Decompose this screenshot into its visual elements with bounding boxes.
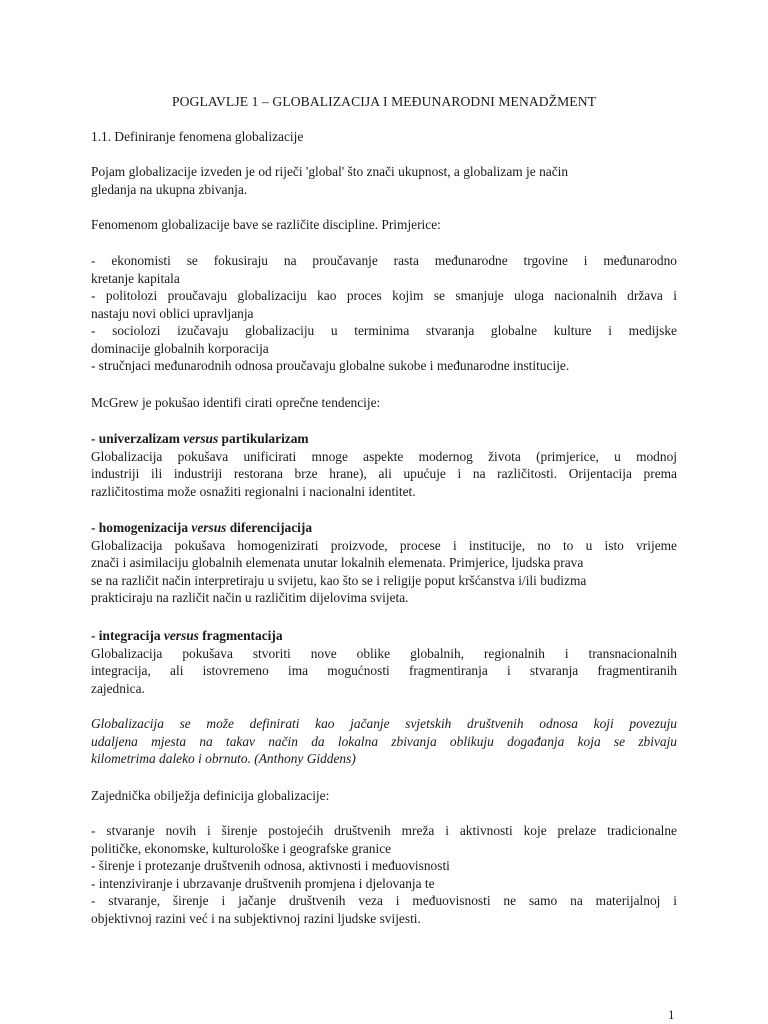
quote-line-1: Globalizacija se može definirati kao jačanje svjetskih društvenih odnosa koji povezuju [91,716,677,731]
tendency-3-heading-suffix: fragmentacija [198,628,283,643]
tendency-1-heading [91,430,677,448]
page-number: 1 [668,1007,675,1022]
tendency-1-line-2: industriji ili industriji restorana brze hrane), ali upućuje i na različitosti. Orijentacija prema [91,466,677,481]
discipline-3-line-1: - sociolozi izučavaju globalizaciju u terminima stvaranja globalne kulture i medijske [91,323,677,338]
tendency-3-line-3: zajednica. [91,680,145,696]
intro-paragraph [91,163,677,198]
feature-4-line-2: objektivnoj razini već i na subjektivnoj razini ljudske svijesti. [91,910,421,926]
tendency-2-line-2: znači i asimilaciju globalnih elemenata unutar lokalnih elemenata. Primjerice, ljudska prava [91,555,584,570]
tendency-3-versus: versus [163,628,199,643]
disciplines-intro: Fenomenom globalizacije bave se različite discipline. Primjerice: [91,217,441,232]
feature-2: - širenje i protezanje društvenih odnosa, aktivnosti i međuovisnosti [91,858,450,873]
features-intro: Zajednička obilježja definicija globalizacije: [91,788,330,803]
feature-1-line-1: - stvaranje novih i širenje postojećih društvenih mreža i aktivnosti koje prelaze tradicionalne [91,823,677,838]
discipline-1-line-2: kretanje kapitala [91,270,180,286]
discipline-4-line-1: - stručnjaci međunarodnih odnosa proučavaju globalne sukobe i međunarodne institucije. [91,358,570,373]
tendency-2-heading [91,519,677,537]
discipline-2-line-1: - politolozi proučavaju globalizaciju kao proces kojim se smanjuje uloga nacionalnih država i [91,288,677,303]
discipline-1-line-1: - ekonomisti se fokusiraju na proučavanje rasta međunarodne trgovine i međunarodno [91,253,677,268]
tendency-2-line-1: Globalizacija pokušava homogenizirati proizvode, procese i institucije, no to u isto vrijeme [91,537,677,553]
tendency-universalism [91,430,677,500]
tendency-integration [91,627,677,697]
tendency-1-heading-prefix: - univerzalizam [91,431,184,446]
document-page [91,0,677,1024]
feature-4-line-1: - stvaranje, širenje i jačanje društvenih veza i međuovisnosti ne samo na materijalnoj i [91,893,677,908]
tendency-3-line-2: integracija, ali istovremeno ima mogućnosti fragmentiranja i stvaranja fragmentiranih [91,663,677,678]
tendency-2-line-4: prakticiraju na različit način u različitim dijelovima svijeta. [91,590,409,605]
tendency-1-line-1: Globalizacija pokušava unificirati mnoge aspekte modernog života (primjerice, u modnoj [91,448,677,464]
chapter-title: POGLAVLJE 1 – GLOBALIZACIJA I MEĐUNARODNI MENADŽMENT [171,94,597,109]
intro-line-1: Pojam globalizacije izveden je od riječi 'global' što znači ukupnost, a globalizam je način [91,164,569,179]
section-heading: 1.1. Definiranje fenomena globalizacije [91,129,304,144]
tendency-1-heading-suffix: partikularizam [218,431,309,446]
tendency-1-versus: versus [183,431,219,446]
disciplines-list [91,252,677,375]
intro-line-2: gledanja na ukupna zbivanja. [91,181,248,197]
tendency-3-heading-prefix: - integracija [91,628,164,643]
discipline-2-line-2: nastaju novi oblici upravljanja [91,305,254,321]
mcgrew-paragraph: McGrew je pokušao identifi cirati oprečne tendencije: [91,395,381,410]
tendency-3-line-1: Globalizacija pokušava stvoriti nove oblike globalnih, regionalnih i transnacionalnih [91,645,677,661]
tendency-2-heading-suffix: diferencijacija [226,520,313,535]
quote-line-3: kilometrima daleko i obrnuto. (Anthony Giddens) [91,751,356,766]
tendency-2-line-3: se na različit način interpretiraju u svijetu, kao što se i religije poput kršćanstva i/ili budizma [91,572,587,588]
tendency-homogenization [91,519,677,607]
features-list [91,822,677,927]
feature-1-line-2: političke, ekonomske, kulturološke i geografske granice [91,840,392,856]
giddens-quote [91,715,677,768]
tendency-2-heading-prefix: - homogenizacija [91,520,192,535]
quote-line-2: udaljena mjesta na takav način da lokalna zbivanja oblikuju događanja koja se zbivaju [91,733,677,749]
discipline-3-line-2: dominacije globalnih korporacija [91,340,269,356]
tendency-3-heading [91,627,677,645]
tendency-2-versus: versus [191,520,227,535]
tendency-1-line-3: različitostima može osnažiti regionalni i nacionalni identitet. [91,483,416,499]
feature-3: - intenziviranje i ubrzavanje društvenih promjena i djelovanja te [91,875,435,891]
